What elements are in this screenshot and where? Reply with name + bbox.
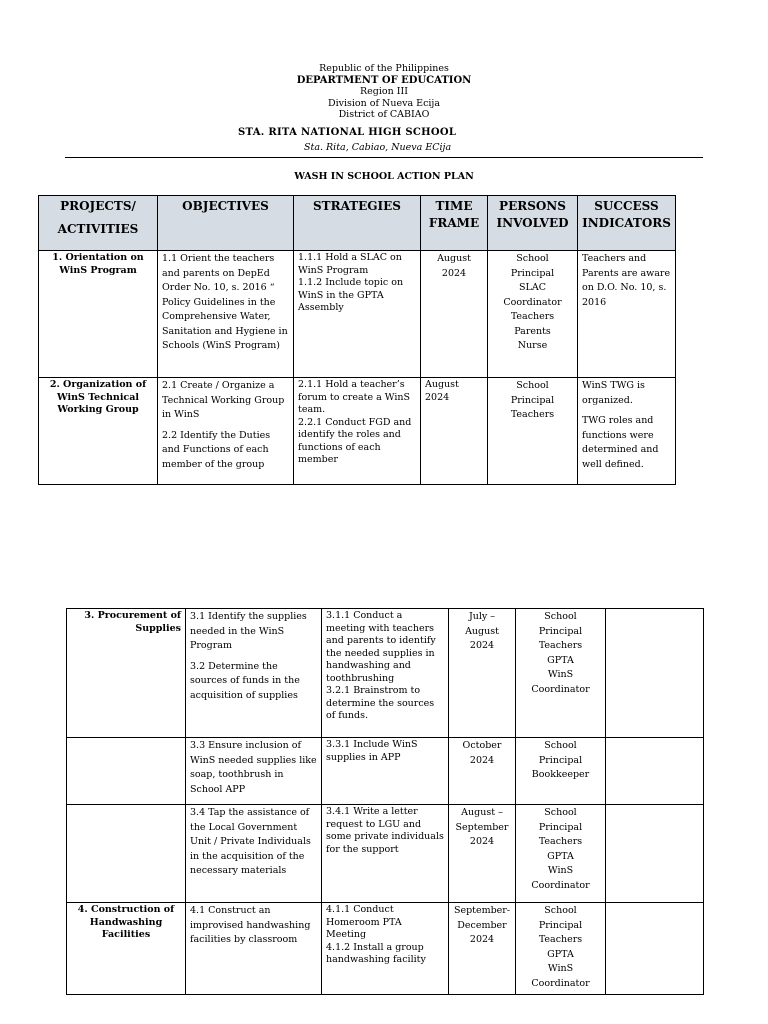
persons-cell (516, 903, 606, 995)
time-frame-cell: August 2024 (421, 378, 488, 485)
table-row (39, 378, 676, 485)
success-cell (606, 903, 704, 995)
person-entry: Coordinator (531, 879, 590, 891)
objective-cell: 4.1 Construct an improvised handwashing facilities by classroom (186, 903, 322, 995)
col-header-success (578, 196, 676, 251)
person-entry: Principal (538, 919, 583, 931)
col-header-time-line1: TIME (435, 199, 473, 213)
school-address: Sta. Rita, Cabiao, Nueva ECija (304, 142, 452, 153)
action-plan-table-1 (38, 195, 676, 485)
success-cell (606, 738, 704, 805)
division-line: Division of Nueva Ecija (327, 97, 441, 109)
persons-cell (516, 609, 606, 738)
person-entry: Teachers (538, 934, 583, 945)
person-entry: School (516, 253, 549, 264)
col-header-objectives: OBJECTIVES (158, 196, 294, 251)
region-line: Region III (359, 86, 408, 97)
strategy-item: 4.1.2 Install a group handwashing facility (326, 941, 426, 965)
strategy-cell (322, 609, 449, 738)
table-header-row (39, 196, 676, 251)
time-frame-cell: October 2024 (449, 738, 516, 805)
success-cell (606, 609, 704, 738)
person-entry: Teachers (510, 311, 555, 322)
objective-cell (158, 378, 294, 485)
person-entry: GPTA (547, 850, 574, 862)
department-line: DEPARTMENT OF EDUCATION (296, 74, 472, 86)
persons-cell (488, 378, 578, 485)
person-entry: Nurse (517, 340, 548, 351)
success-cell: Teachers and Parents are aware on D.O. No. 10, s. 2016 (578, 251, 676, 378)
persons-cell (488, 251, 578, 378)
person-entry: Principal (538, 625, 583, 637)
success-item: WinS TWG is organized. (582, 380, 645, 406)
person-entry: School (516, 380, 549, 391)
person-entry: Bookkeeper (531, 769, 590, 780)
district-line: District of CABIAO (338, 109, 430, 120)
time-frame-cell: August – September 2024 (449, 805, 516, 903)
col-header-strategies: STRATEGIES (294, 196, 421, 251)
objective-cell: 3.3 Ensure inclusion of WinS needed supplies like soap, toothbrush in School APP (186, 738, 322, 805)
plan-title: WASH IN SCHOOL ACTION PLAN (294, 171, 474, 182)
col-header-persons-line1: PERSONS (499, 199, 566, 213)
strategy-cell: 3.3.1 Include WinS supplies in APP (322, 738, 449, 805)
strategy-item: 1.1.1 Hold a SLAC on WinS Program (298, 252, 402, 276)
col-header-success-line2: INDICATORS (582, 216, 671, 230)
strategy-item: 1.1.2 Include topic on WinS in the GPTA Assembly (298, 277, 404, 313)
col-header-projects-line1: PROJECTS/ (60, 199, 136, 213)
person-entry: Coordinator (531, 977, 590, 989)
person-entry: Coordinator (503, 296, 562, 308)
table-row (67, 609, 704, 738)
person-entry: Principal (538, 754, 583, 766)
person-entry: GPTA (547, 948, 574, 960)
table-row (39, 251, 676, 378)
person-entry: SLAC (519, 282, 546, 293)
objective-cell: 1.1 Orient the teachers and parents on DepEd Order No. 10, s. 2016 “ Policy Guidelines in the Comprehensive Water, Sanitation and Hygiene in Schools (WinS Program) (158, 251, 294, 378)
table-row (67, 805, 704, 903)
objective-cell (186, 609, 322, 738)
strategy-item: 3.2.1 Brainstrom to determine the sources of funds. (326, 685, 435, 721)
objective-item: 2.1 Create / Organize a Technical Working Group in WinS (162, 380, 285, 420)
strategy-cell: 3.4.1 Write a letter request to LGU and some private individuals for the support (322, 805, 449, 903)
strategy-item: 2.1.1 Hold a teacher’s forum to create a WinS team. (298, 379, 411, 415)
time-frame-cell: August 2024 (421, 251, 488, 378)
time-frame-cell: July – August 2024 (449, 609, 516, 738)
person-entry: GPTA (547, 654, 574, 666)
activity-cell: 3. Procurement of Supplies (67, 609, 186, 738)
person-entry: WinS (547, 865, 574, 876)
person-entry: WinS (547, 669, 574, 680)
person-entry: Teachers (510, 409, 555, 420)
col-header-time-line2: FRAME (428, 216, 480, 230)
objective-item: 3.2 Determine the sources of funds in the acquisition of supplies (190, 660, 300, 701)
school-name: STA. RITA NATIONAL HIGH SCHOOL (238, 127, 457, 138)
col-header-success-line1: SUCCESS (594, 199, 659, 213)
col-header-persons (488, 196, 578, 251)
time-frame-cell: September-December 2024 (449, 903, 516, 995)
action-plan-table-2 (66, 608, 704, 995)
col-header-time-frame (421, 196, 488, 251)
person-entry: Teachers (538, 836, 583, 847)
person-entry: School (544, 611, 577, 622)
person-entry: Coordinator (531, 683, 590, 695)
strategy-cell (294, 251, 421, 378)
person-entry: WinS (547, 963, 574, 974)
table-row (67, 903, 704, 995)
person-entry: School (544, 740, 577, 751)
header-divider (65, 157, 703, 158)
table-row (67, 738, 704, 805)
strategy-item: 2.2.1 Conduct FGD and identify the roles and functions of each member (298, 416, 412, 465)
person-entry: School (544, 807, 577, 818)
person-entry: Principal (510, 267, 555, 279)
person-entry: Principal (510, 394, 555, 406)
strategy-cell (294, 378, 421, 485)
objective-cell: 3.4 Tap the assistance of the Local Government Unit / Private Individuals in the acquisition of the necessary materials (186, 805, 322, 903)
success-cell (606, 805, 704, 903)
persons-cell (516, 738, 606, 805)
strategy-item: 4.1.1 Conduct Homeroom PTA Meeting (326, 904, 402, 940)
activity-cell (67, 738, 186, 805)
col-header-projects-line2: ACTIVITIES (57, 222, 139, 236)
activity-cell (67, 805, 186, 903)
objective-item: 2.2 Identify the Duties and Functions of each member of the group (162, 429, 271, 470)
activity-cell: 4. Construction of Handwashing Facilities (67, 903, 186, 995)
activity-cell: 1. Orientation on WinS Program (39, 251, 158, 378)
letterhead (0, 63, 768, 121)
col-header-projects (39, 196, 158, 251)
person-entry: Parents (514, 325, 551, 337)
success-item: TWG roles and functions were determined and well defined. (582, 415, 659, 470)
republic-line: Republic of the Philippines (319, 63, 449, 74)
success-cell (578, 378, 676, 485)
person-entry: Teachers (538, 640, 583, 651)
objective-item: 3.1 Identify the supplies needed in the WinS Program (190, 611, 307, 651)
strategy-item: 3.1.1 Conduct a meeting with teachers and parents to identify the needed supplies in handwashing and toothbrushing (326, 610, 436, 684)
persons-cell (516, 805, 606, 903)
col-header-persons-line2: INVOLVED (496, 216, 569, 230)
activity-cell: 2. Organization of WinS Technical Working Group (39, 378, 158, 485)
person-entry: Principal (538, 821, 583, 833)
strategy-cell (322, 903, 449, 995)
person-entry: School (544, 905, 577, 916)
